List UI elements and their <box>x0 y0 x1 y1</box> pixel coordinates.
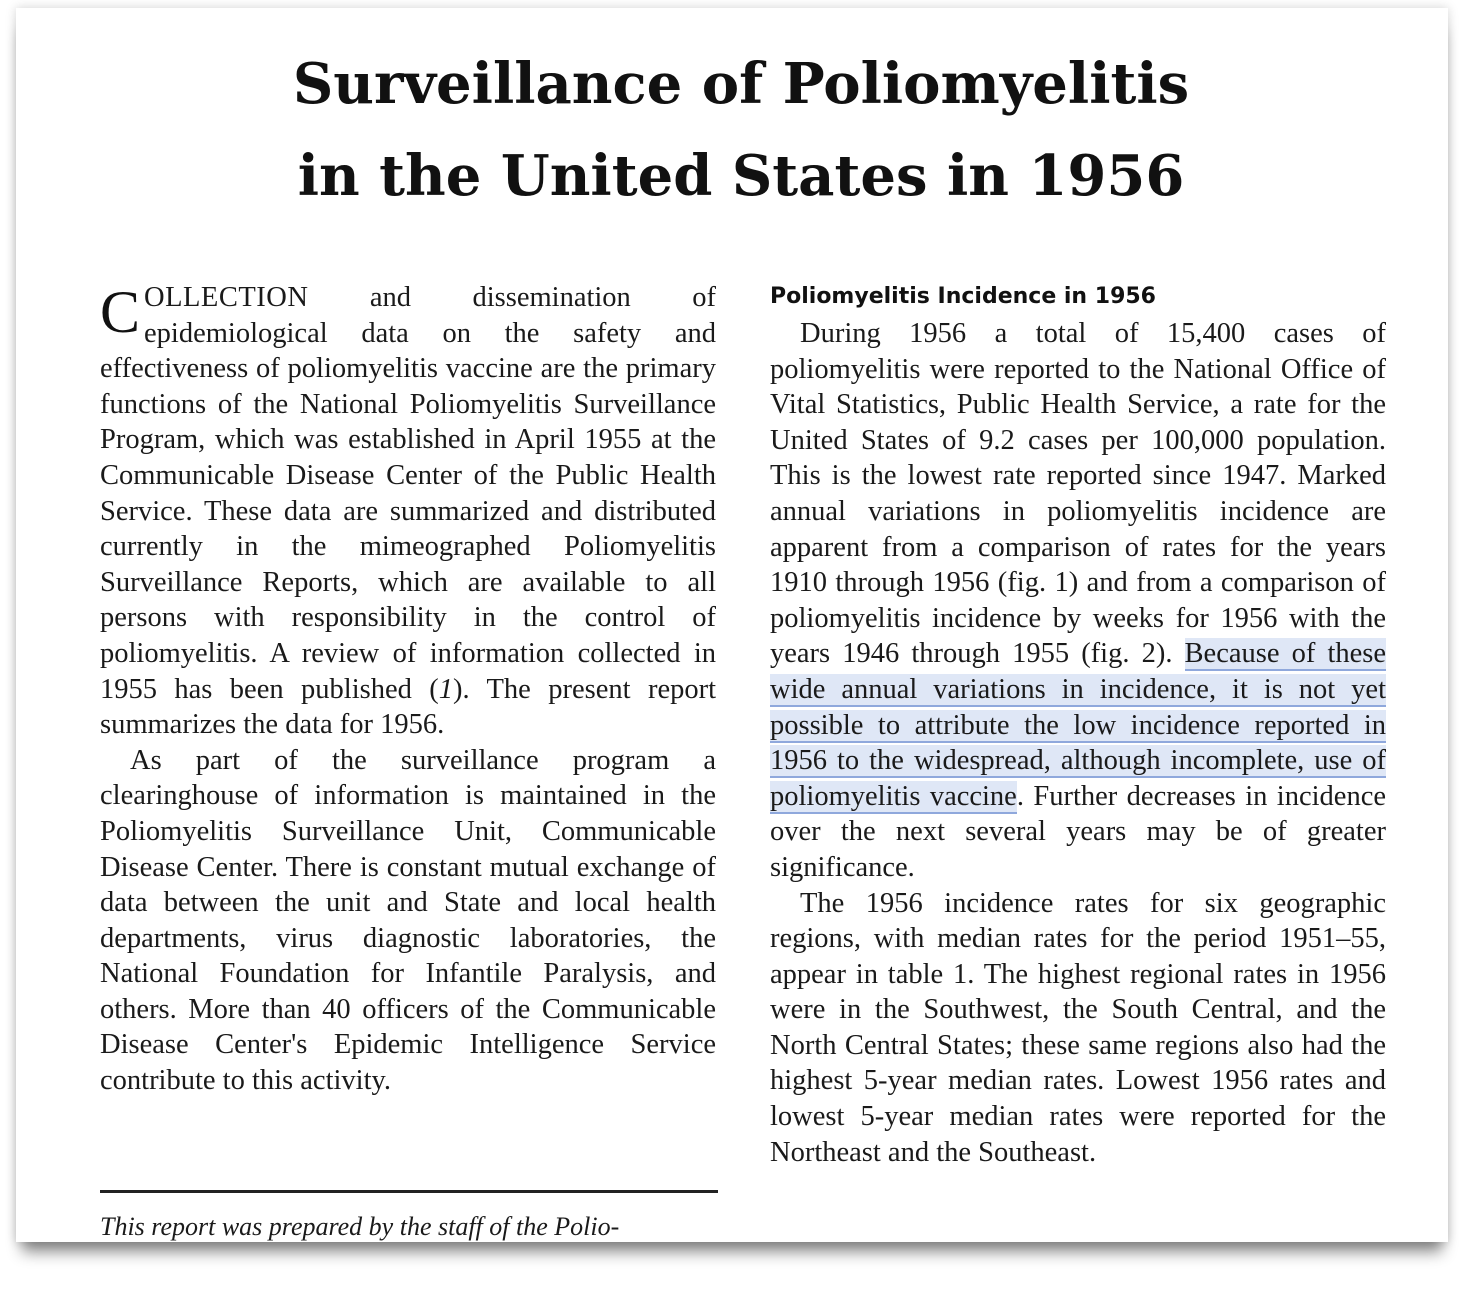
reference-number: 1 <box>438 673 454 705</box>
drop-cap: C <box>100 279 141 345</box>
highlighted-text[interactable]: Because of these wide annual variations in incidence, it is not yet possible to attribute the low incidence reported in 1956 to the widespread, although incomplete, use of poliomyelitis vaccine <box>770 638 1386 812</box>
incidence-text-end: . Further decreases in incidence over the next several years may be of greater significance. <box>770 780 1386 883</box>
section-heading: Poliomyelitis Incidence in 1956 <box>770 284 1156 309</box>
title-line-1: Surveillance of Poliomyelitis <box>292 51 1190 117</box>
document-page <box>16 8 1448 1242</box>
left-column <box>100 280 716 1099</box>
regional-rates-paragraph: The 1956 incidence rates for six geographic regions, with median rates for the period 1951–55, appear in table 1. The highest regional rates in 1956 were in the Southwest, the South Central, and the North Central States; these same regions also had the highest 5-year median rates. Lowest 1956 rates and lowest 5-year median rates were reported for the Northeast and the Southeast. <box>770 887 1386 1168</box>
page-title <box>16 38 1448 222</box>
surveillance-paragraph: As part of the surveillance program a clearinghouse of information is maintained in the Poliomyelitis Surveillance Unit, Communicable Disease Center. There is constant mutual exchange of data between the unit and State and local health departments, virus diagnostic laboratories, the National Foundation for Infantile Paralysis, and others. More than 40 officers of the Communicable Disease Center's Epidemic Intelligence Service contribute to this activity. <box>100 744 716 1097</box>
footnote: This report was prepared by the staff of the Polio- <box>100 1212 620 1241</box>
right-column <box>770 280 1386 1170</box>
incidence-paragraph <box>770 316 1386 886</box>
intro-paragraph <box>100 280 716 743</box>
title-line-2: in the United States in 1956 <box>297 143 1185 209</box>
footnote-divider <box>100 1190 718 1193</box>
intro-text: and dissemination of epidemiological data on the safety and effectiveness of poliomyelitis vaccine are the primary functions of the National Poliomyelitis Surveillance Program, which was established in April 1955 at the Communicable Disease Center of the Public Health Service. These data are summarized and distributed currently in the mimeographed Poliomyelitis Surveillance Reports, which are available to all persons with responsibility in the control of poliomyelitis. A review of information collected in 1955 has been published ( <box>100 282 716 705</box>
intro-text-end: ). The present report summarizes the data for 1956. <box>100 673 717 741</box>
incidence-text: During 1956 a total of 15,400 cases of poliomyelitis were reported to the National Office of Vital Statistics, Public Health Service, a rate for the United States of 9.2 cases per 100,000 population. This is the lowest rate reported since 1947. Marked annual variations in poliomyelitis incidence are apparent from a comparison of rates for the years 1910 through 1956 (fig. 1) and from a comparison of poliomyelitis incidence by weeks for 1956 with the years 1946 through 1955 (fig. 2). <box>770 318 1386 670</box>
lead-in-text: OLLECTION <box>144 282 309 313</box>
